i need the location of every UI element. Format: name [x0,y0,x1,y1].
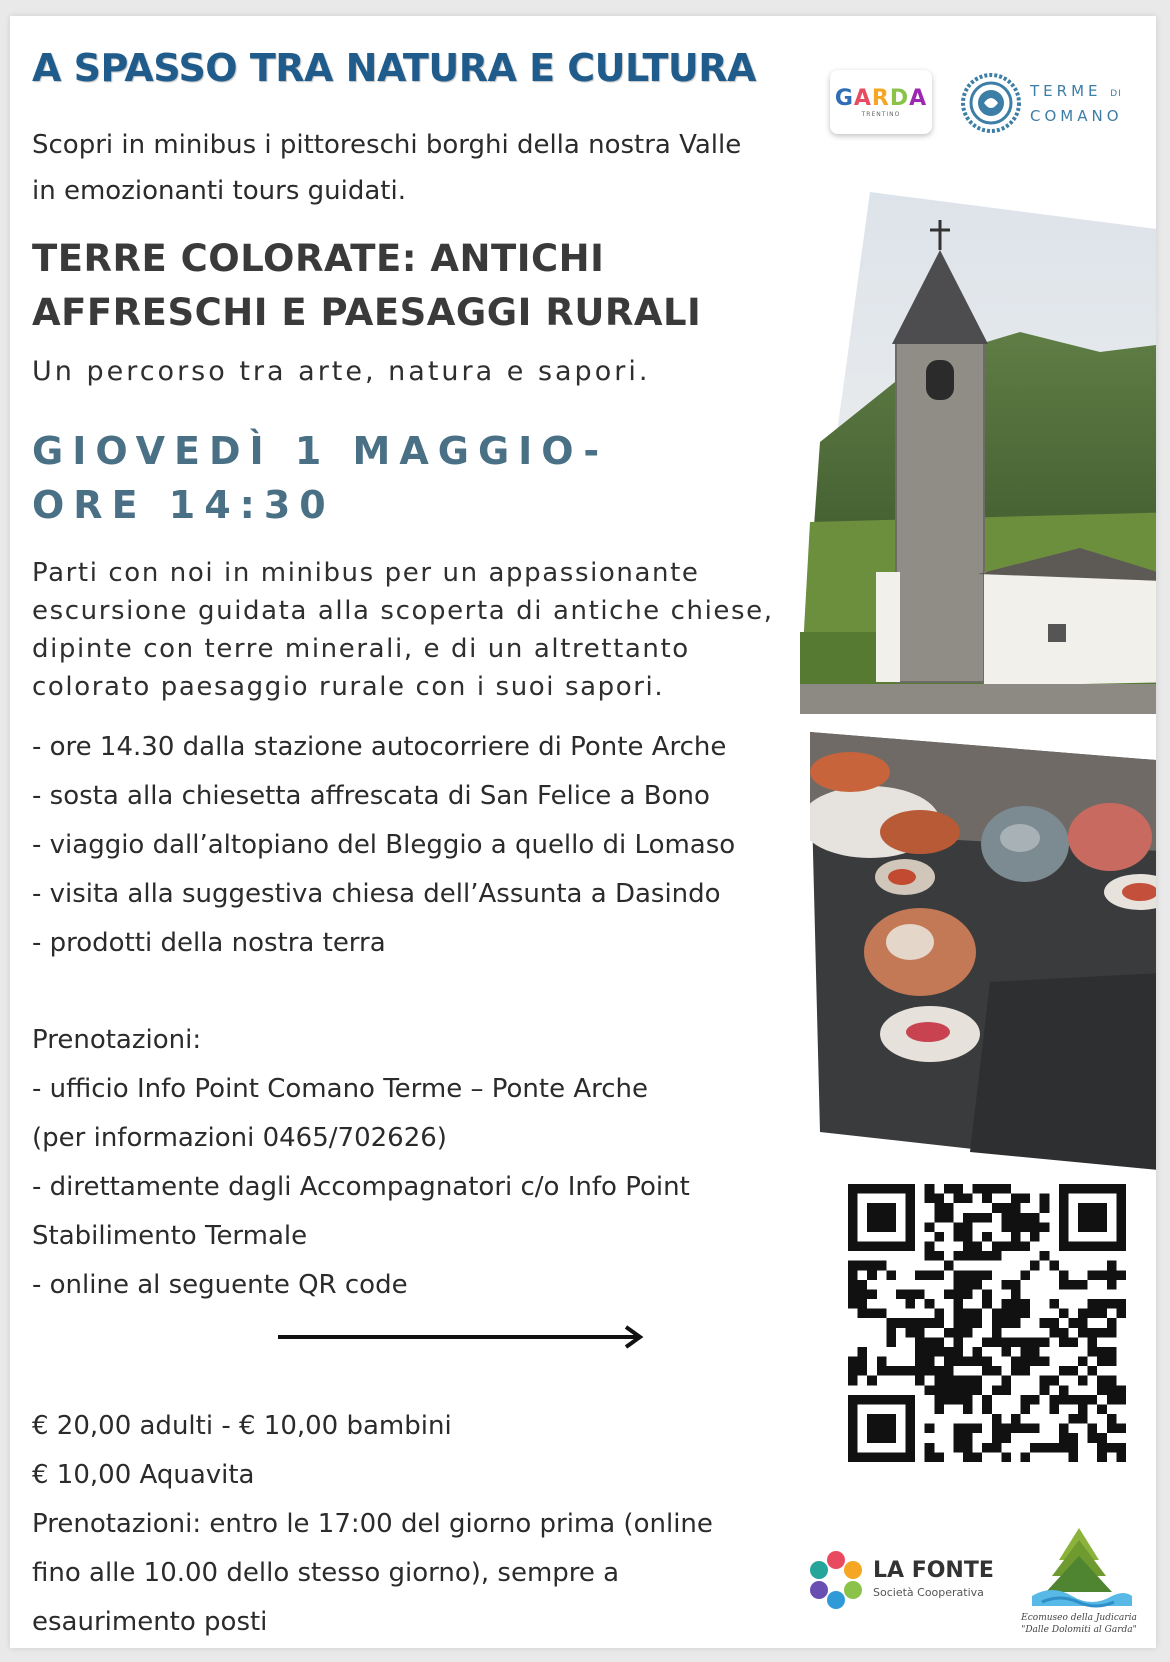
booking-line: - ufficio Info Point Comano Terme – Ponte Arche [32,1074,649,1104]
event-tagline: Un percorso tra arte, natura e sapori. [32,356,651,387]
la-fonte-name: LA FONTE [873,1558,994,1583]
itinerary-item: - sosta alla chiesetta affrescata di San Felice a Bono [32,781,710,811]
booking-deadline-line: fino alle 10.00 dello stesso giorno), sempre a [32,1558,620,1588]
terme-logo-line1: TERME [1030,82,1102,100]
event-title: TERRE COLORATE: ANTICHI AFFRESCHI E PAESAGGI RURALI [32,237,702,334]
description-line: Parti con noi in minibus per un appassionante [32,558,700,588]
event-date [32,424,732,532]
main-title: A SPASSO TRA NATURA E CULTURA [32,46,756,90]
garda-logo-letter: R [871,86,890,111]
garda-logo-name [830,86,932,111]
arrow-right-icon [278,1322,658,1352]
event-description [32,554,812,706]
garda-logo-sub: TRENTINO [861,111,901,118]
intro-line: in emozionanti tours guidati. [32,176,406,206]
itinerary-item: - viaggio dall’altopiano del Bleggio a quello di Lomaso [32,830,736,860]
la-fonte-logo [805,1546,1005,1616]
la-fonte-sub: Società Cooperativa [873,1586,984,1599]
garda-logo-letter: A [853,86,872,111]
booking-deadline-line: esaurimento posti [32,1607,268,1637]
terme-logo-di: DI [1110,89,1122,99]
event-date-day: GIOVEDÌ 1 MAGGIO- [32,429,609,473]
booking-line: Stabilimento Termale [32,1221,308,1251]
price-line: € 20,00 adulti - € 10,00 bambini [32,1411,452,1441]
terme-logo-line2: COMANO [1030,107,1123,125]
intro-line: Scopri in minibus i pittoreschi borghi della nostra Valle [32,130,742,160]
ecomuseo-tree-icon [1014,1526,1144,1612]
description-line: colorato paesaggio rurale con i suoi sapori. [32,672,665,702]
price-line: € 10,00 Aquavita [32,1460,255,1490]
terme-di-comano-logo [960,70,1150,136]
church-photo [800,192,1156,732]
ecomuseo-logo [1014,1526,1144,1638]
price-section [32,1402,792,1647]
ecomuseo-text [1014,1612,1144,1636]
intro-text [32,122,752,214]
itinerary-item: - prodotti della nostra terra [32,928,386,958]
terme-emblem-icon [960,72,1022,134]
booking-deadline-line: Prenotazioni: entro le 17:00 del giorno prima (online [32,1509,713,1539]
garda-logo-letter: G [834,86,854,111]
booking-heading: Prenotazioni: [32,1025,202,1055]
event-date-time: ORE 14:30 [32,483,335,527]
description-line: escursione guidata alla scoperta di antiche chiese, [32,596,774,626]
garda-logo-letter: D [889,86,910,111]
booking-line: (per informazioni 0465/702626) [32,1123,447,1153]
itinerary-item: - ore 14.30 dalla stazione autocorriere di Ponte Arche [32,732,727,762]
la-fonte-flower-icon [805,1548,867,1610]
itinerary-list [32,723,812,968]
garda-trentino-logo [830,70,932,134]
itinerary-item: - visita alla suggestiva chiesa dell’Assunta a Dasindo [32,879,721,909]
booking-line: - online al seguente QR code [32,1270,408,1300]
flyer-page [10,16,1156,1648]
garda-logo-letter: A [909,86,928,111]
description-line: dipinte con terre minerali, e di un altrettanto [32,634,690,664]
mineral-stones-photo [810,732,1156,1172]
ecomuseo-line2: "Dalle Dolomiti al Garda" [1021,1625,1137,1635]
ecomuseo-line1: Ecomuseo della Judicaria [1021,1613,1137,1623]
booking-section [32,1016,792,1310]
booking-line: - direttamente dagli Accompagnatori c/o Info Point [32,1172,690,1202]
qr-code[interactable] [848,1184,1126,1462]
terme-logo-text [1030,80,1123,127]
